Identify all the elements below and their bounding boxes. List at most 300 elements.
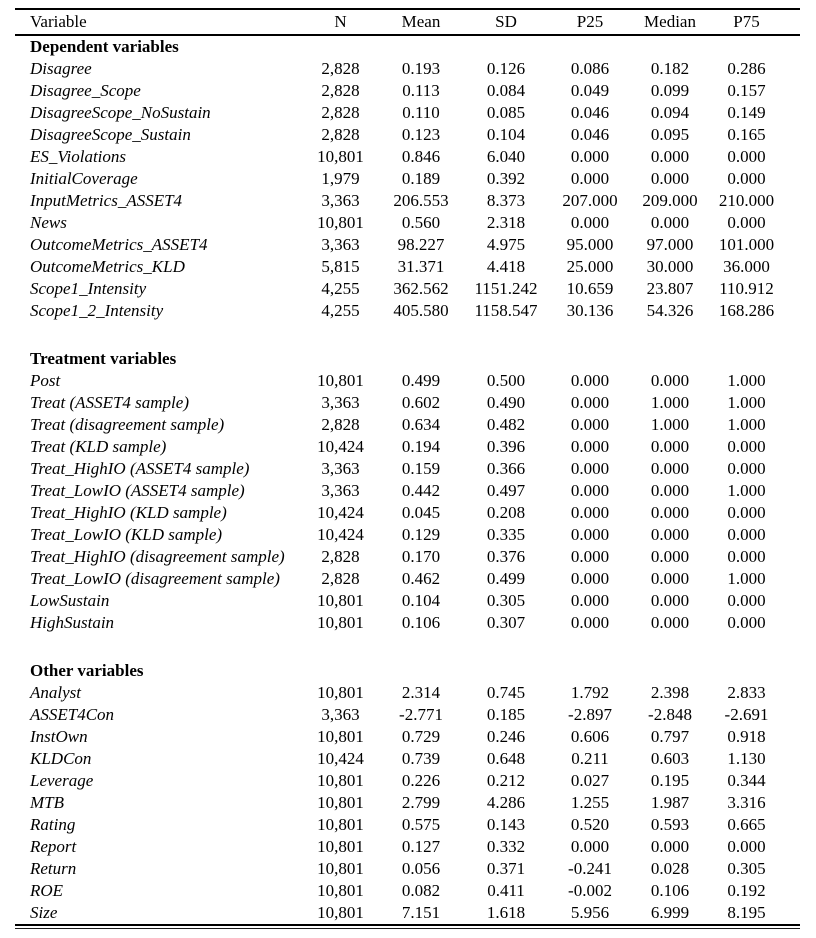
table-row (15, 524, 800, 546)
cell-median: 0.000 (650, 459, 690, 478)
section-title: Dependent variables (30, 37, 179, 56)
cell-mean: 31.371 (397, 257, 445, 276)
cell-p75: 0.149 (727, 103, 766, 122)
cell-median: 1.000 (650, 393, 690, 412)
cell-n: 10,424 (317, 437, 364, 456)
cell-p75: 101.000 (718, 235, 775, 254)
cell-median: 0.099 (650, 81, 690, 100)
cell-mean: 0.499 (401, 371, 441, 390)
cell-mean: 0.575 (401, 815, 441, 834)
table-row (15, 814, 800, 836)
table-row (15, 212, 800, 234)
cell-sd: 4.286 (486, 793, 526, 812)
cell-n: 10,424 (317, 749, 364, 768)
cell-p25: 0.027 (570, 771, 610, 790)
cell-mean: 0.442 (401, 481, 441, 500)
cell-sd: 2.318 (486, 213, 526, 232)
cell-sd: 0.126 (486, 59, 526, 78)
table-row (15, 146, 800, 168)
cell-sd: 0.246 (486, 727, 526, 746)
cell-p25: 0.520 (570, 815, 610, 834)
cell-p75: 8.195 (727, 903, 766, 922)
cell-median: 23.807 (646, 279, 694, 298)
table-row (15, 880, 800, 902)
cell-mean: 0.846 (401, 147, 441, 166)
cell-mean: 0.189 (401, 169, 441, 188)
cell-p25: 0.049 (570, 81, 610, 100)
variable-name: Treat_HighIO (ASSET4 sample) (30, 459, 250, 478)
cell-median: 0.000 (650, 213, 690, 232)
table-row (15, 392, 800, 414)
cell-n: 2,828 (321, 125, 360, 144)
table-row (15, 682, 800, 704)
cell-p75: 36.000 (723, 257, 770, 276)
cell-sd: 0.371 (486, 859, 526, 878)
cell-median: 0.000 (650, 837, 690, 856)
cell-p25: 0.086 (570, 59, 610, 78)
column-header-median: Median (644, 12, 696, 31)
cell-p25: 30.136 (566, 301, 614, 320)
cell-median: 0.000 (650, 481, 690, 500)
cell-n: 10,801 (317, 881, 364, 900)
cell-n: 1,979 (321, 169, 360, 188)
variable-name: Treat_LowIO (disagreement sample) (30, 569, 280, 588)
table-row (15, 278, 800, 300)
column-header-p25: P25 (576, 12, 604, 31)
cell-p25: 0.000 (570, 525, 610, 544)
cell-median: -2.848 (648, 705, 692, 724)
cell-sd: 4.975 (486, 235, 526, 254)
variable-name: Size (30, 903, 58, 922)
variable-name: Treat_LowIO (ASSET4 sample) (30, 481, 245, 500)
cell-p75: 0.000 (727, 147, 766, 166)
cell-p25: 1.255 (570, 793, 610, 812)
table-row (15, 58, 800, 80)
cell-median: 97.000 (646, 235, 694, 254)
cell-p25: 0.000 (570, 415, 610, 434)
cell-sd: 0.396 (486, 437, 526, 456)
cell-n: 5,815 (321, 257, 360, 276)
table-row (15, 502, 800, 524)
cell-median: 0.797 (650, 727, 690, 746)
cell-mean: 0.110 (402, 103, 440, 122)
table-row (15, 458, 800, 480)
cell-p75: 0.000 (727, 213, 766, 232)
cell-mean: 0.739 (401, 749, 441, 768)
table-row (15, 836, 800, 858)
variable-name: DisagreeScope_Sustain (30, 125, 191, 144)
variable-name: OutcomeMetrics_KLD (30, 257, 185, 276)
cell-median: 0.000 (650, 503, 690, 522)
cell-p75: 0.286 (727, 59, 766, 78)
table-row (15, 124, 800, 146)
table-body (15, 35, 800, 925)
variable-name: Treat_HighIO (KLD sample) (30, 503, 227, 522)
cell-p25: 0.000 (570, 371, 610, 390)
cell-n: 10,801 (317, 815, 364, 834)
cell-mean: 0.106 (401, 613, 441, 632)
table-row (15, 436, 800, 458)
cell-p75: 0.165 (727, 125, 766, 144)
table-row (15, 902, 800, 925)
cell-p75: 0.000 (727, 437, 766, 456)
cell-mean: 2.314 (401, 683, 441, 702)
table-row (15, 480, 800, 502)
cell-p25: 10.659 (566, 279, 614, 298)
cell-n: 3,363 (321, 393, 360, 412)
cell-p75: 0.305 (727, 859, 766, 878)
cell-mean: 0.560 (401, 213, 441, 232)
cell-p75: 1.000 (727, 415, 766, 434)
cell-mean: 362.562 (393, 279, 449, 298)
cell-p25: -0.002 (568, 881, 612, 900)
table-row (15, 590, 800, 612)
section-header-row-treatment-variables (15, 348, 800, 370)
cell-p75: 110.912 (719, 279, 774, 298)
cell-median: 54.326 (646, 301, 694, 320)
cell-n: 3,363 (321, 481, 360, 500)
table-row (15, 300, 800, 322)
table-row (15, 256, 800, 278)
variable-name: Return (30, 859, 77, 878)
cell-p75: 0.000 (727, 547, 766, 566)
cell-sd: 0.366 (486, 459, 526, 478)
cell-p75: 0.000 (727, 837, 766, 856)
table-row (15, 612, 800, 634)
cell-sd: 0.084 (486, 81, 526, 100)
cell-p75: 1.000 (727, 569, 766, 588)
cell-sd: 0.143 (486, 815, 526, 834)
cell-median: 0.000 (650, 547, 690, 566)
cell-n: 2,828 (321, 81, 360, 100)
table-row (15, 546, 800, 568)
cell-median: 0.000 (650, 525, 690, 544)
cell-mean: 2.799 (401, 793, 441, 812)
variable-name: ES_Violations (30, 147, 127, 166)
cell-p75: 0.665 (727, 815, 766, 834)
cell-p75: 0.000 (727, 525, 766, 544)
cell-p25: 0.000 (570, 613, 610, 632)
variable-name: Treat (ASSET4 sample) (30, 393, 189, 412)
cell-median: 1.987 (650, 793, 690, 812)
variable-name: Disagree (30, 59, 92, 78)
section-title: Treatment variables (30, 349, 177, 368)
variable-name: Analyst (30, 683, 81, 702)
variable-name: InstOwn (30, 727, 88, 746)
cell-sd: 0.411 (487, 881, 525, 900)
column-header-p75: P75 (733, 12, 760, 31)
table-row (15, 770, 800, 792)
table-row (15, 190, 800, 212)
cell-median: 0.095 (650, 125, 690, 144)
cell-median: 0.000 (650, 169, 690, 188)
cell-p25: -0.241 (568, 859, 612, 878)
column-header-sd: SD (495, 12, 517, 31)
cell-sd: 0.085 (486, 103, 526, 122)
cell-p75: 0.918 (727, 727, 766, 746)
cell-median: 0.000 (650, 569, 690, 588)
variable-name: LowSustain (30, 591, 110, 610)
cell-p75: 0.000 (727, 591, 766, 610)
variable-name: Post (30, 371, 61, 390)
variable-name: Leverage (30, 771, 94, 790)
variable-name: Treat (KLD sample) (30, 437, 167, 456)
cell-p25: 0.000 (570, 213, 610, 232)
cell-mean: 0.123 (401, 125, 441, 144)
cell-p75: 0.192 (727, 881, 766, 900)
cell-mean: 0.045 (401, 503, 441, 522)
spacer-cell (15, 322, 800, 348)
cell-n: 10,801 (317, 213, 364, 232)
cell-median: 0.195 (650, 771, 690, 790)
table-row (15, 748, 800, 770)
cell-mean: 7.151 (401, 903, 441, 922)
cell-p25: 0.000 (570, 569, 610, 588)
cell-n: 4,255 (321, 279, 360, 298)
cell-median: 0.000 (650, 437, 690, 456)
cell-p75: -2.691 (724, 705, 769, 724)
cell-n: 10,424 (317, 503, 364, 522)
summary-statistics-table (15, 8, 800, 926)
cell-p75: 1.000 (727, 393, 766, 412)
cell-p25: 0.000 (570, 393, 610, 412)
cell-p75: 0.000 (727, 459, 766, 478)
cell-n: 10,801 (317, 859, 364, 878)
cell-n: 2,828 (321, 103, 360, 122)
cell-sd: 0.648 (486, 749, 526, 768)
table-row (15, 726, 800, 748)
cell-median: 30.000 (646, 257, 694, 276)
cell-mean: 206.553 (393, 191, 449, 210)
bottom-rule (15, 928, 800, 929)
cell-sd: 1151.242 (474, 279, 538, 298)
table-row (15, 234, 800, 256)
cell-mean: 0.634 (401, 415, 441, 434)
cell-n: 10,424 (317, 525, 364, 544)
cell-mean: 0.170 (401, 547, 441, 566)
cell-median: 0.106 (650, 881, 690, 900)
cell-p75: 2.833 (727, 683, 766, 702)
cell-mean: 0.462 (401, 569, 441, 588)
cell-n: 2,828 (321, 569, 360, 588)
cell-p75: 1.000 (727, 371, 766, 390)
cell-median: 0.094 (650, 103, 690, 122)
cell-mean: -2.771 (399, 705, 443, 724)
summary-statistics-section (15, 8, 800, 929)
cell-mean: 98.227 (397, 235, 445, 254)
cell-median: 0.603 (650, 749, 690, 768)
cell-p75: 0.157 (727, 81, 766, 100)
cell-median: 0.000 (650, 371, 690, 390)
cell-sd: 0.307 (486, 613, 526, 632)
cell-sd: 0.745 (486, 683, 526, 702)
cell-mean: 0.113 (402, 81, 440, 100)
cell-p25: 0.606 (570, 727, 610, 746)
cell-p75: 0.000 (727, 169, 766, 188)
cell-n: 3,363 (321, 191, 360, 210)
table-row (15, 704, 800, 726)
table-row (15, 370, 800, 392)
cell-n: 2,828 (321, 415, 360, 434)
column-header-n: N (334, 12, 347, 31)
variable-name: ROE (30, 881, 64, 900)
cell-median: 2.398 (650, 683, 690, 702)
cell-median: 0.000 (650, 591, 690, 610)
variable-name: Disagree_Scope (30, 81, 141, 100)
cell-p25: -2.897 (568, 705, 612, 724)
cell-sd: 0.212 (486, 771, 526, 790)
cell-n: 10,801 (317, 837, 364, 856)
cell-n: 10,801 (317, 903, 364, 922)
section-spacer (15, 322, 800, 348)
cell-mean: 0.056 (401, 859, 441, 878)
variable-name: Treat (disagreement sample) (30, 415, 225, 434)
cell-mean: 405.580 (393, 301, 449, 320)
cell-p25: 207.000 (562, 191, 618, 210)
cell-sd: 0.185 (486, 705, 526, 724)
cell-sd: 0.104 (486, 125, 526, 144)
variable-name: DisagreeScope_NoSustain (30, 103, 211, 122)
table-row (15, 80, 800, 102)
cell-sd: 6.040 (486, 147, 526, 166)
cell-sd: 1158.547 (474, 301, 538, 320)
cell-p25: 25.000 (566, 257, 614, 276)
spacer-cell (15, 634, 800, 660)
cell-sd: 0.497 (486, 481, 526, 500)
cell-median: 0.000 (650, 147, 690, 166)
table-header-row (15, 9, 800, 35)
cell-p25: 0.000 (570, 459, 610, 478)
cell-mean: 0.729 (401, 727, 441, 746)
table-row (15, 414, 800, 436)
cell-sd: 0.305 (486, 591, 526, 610)
cell-median: 0.593 (650, 815, 690, 834)
cell-n: 10,801 (317, 371, 364, 390)
cell-p25: 0.000 (570, 437, 610, 456)
cell-mean: 0.193 (401, 59, 441, 78)
cell-sd: 0.500 (486, 371, 526, 390)
cell-median: 1.000 (650, 415, 690, 434)
cell-sd: 0.332 (486, 837, 526, 856)
cell-p75: 0.000 (727, 503, 766, 522)
cell-sd: 0.392 (486, 169, 526, 188)
cell-n: 10,801 (317, 727, 364, 746)
cell-p25: 0.046 (570, 103, 610, 122)
variable-name: News (30, 213, 67, 232)
cell-median: 0.000 (650, 613, 690, 632)
variable-name: ASSET4Con (30, 705, 115, 724)
cell-p75: 0.344 (727, 771, 766, 790)
cell-p75: 210.000 (718, 191, 775, 210)
cell-sd: 1.618 (486, 903, 526, 922)
section-header-row-other-variables (15, 660, 800, 682)
cell-mean: 0.194 (401, 437, 441, 456)
cell-p25: 0.211 (571, 749, 609, 768)
cell-sd: 0.335 (486, 525, 526, 544)
variable-name: Scope1_2_Intensity (30, 301, 164, 320)
cell-sd: 0.376 (486, 547, 526, 566)
cell-sd: 0.490 (486, 393, 526, 412)
variable-name: KLDCon (30, 749, 92, 768)
cell-median: 209.000 (642, 191, 698, 210)
column-header-mean: Mean (401, 12, 441, 31)
cell-n: 10,801 (317, 683, 364, 702)
variable-name: Treat_LowIO (KLD sample) (30, 525, 223, 544)
cell-n: 3,363 (321, 705, 360, 724)
cell-mean: 0.159 (401, 459, 441, 478)
cell-p25: 1.792 (570, 683, 610, 702)
cell-p25: 0.000 (570, 147, 610, 166)
cell-p25: 0.000 (570, 547, 610, 566)
cell-p75: 1.000 (727, 481, 766, 500)
cell-p75: 3.316 (727, 793, 766, 812)
cell-p25: 0.000 (570, 481, 610, 500)
variable-name: Report (30, 837, 77, 856)
cell-mean: 0.082 (401, 881, 441, 900)
cell-p25: 0.046 (570, 125, 610, 144)
column-header-variable: Variable (30, 12, 87, 31)
table-row (15, 168, 800, 190)
section-title: Other variables (30, 661, 144, 680)
table-row (15, 102, 800, 124)
cell-sd: 4.418 (486, 257, 526, 276)
cell-n: 2,828 (321, 547, 360, 566)
cell-mean: 0.129 (401, 525, 441, 544)
cell-mean: 0.602 (401, 393, 441, 412)
cell-n: 4,255 (321, 301, 360, 320)
variable-name: HighSustain (30, 613, 115, 632)
cell-n: 10,801 (317, 613, 364, 632)
variable-name: OutcomeMetrics_ASSET4 (30, 235, 208, 254)
variable-name: InitialCoverage (30, 169, 138, 188)
cell-n: 2,828 (321, 59, 360, 78)
cell-n: 3,363 (321, 235, 360, 254)
cell-p75: 0.000 (727, 613, 766, 632)
cell-n: 10,801 (317, 591, 364, 610)
cell-sd: 8.373 (486, 191, 526, 210)
variable-name: Scope1_Intensity (30, 279, 147, 298)
cell-mean: 0.104 (401, 591, 441, 610)
variable-name: Treat_HighIO (disagreement sample) (30, 547, 285, 566)
cell-n: 10,801 (317, 147, 364, 166)
section-spacer (15, 634, 800, 660)
table-row (15, 858, 800, 880)
cell-n: 10,801 (317, 771, 364, 790)
variable-name: InputMetrics_ASSET4 (30, 191, 183, 210)
table-row (15, 568, 800, 590)
cell-p25: 5.956 (570, 903, 610, 922)
table-row (15, 792, 800, 814)
variable-name: MTB (30, 793, 64, 812)
cell-mean: 0.226 (401, 771, 441, 790)
cell-p75: 168.286 (718, 301, 775, 320)
cell-sd: 0.499 (486, 569, 526, 588)
cell-p25: 0.000 (570, 591, 610, 610)
cell-sd: 0.482 (486, 415, 526, 434)
cell-p25: 0.000 (570, 503, 610, 522)
variable-name: Rating (30, 815, 76, 834)
cell-p25: 95.000 (566, 235, 614, 254)
cell-median: 0.182 (650, 59, 690, 78)
cell-mean: 0.127 (401, 837, 441, 856)
cell-p25: 0.000 (570, 169, 610, 188)
cell-sd: 0.208 (486, 503, 526, 522)
section-header-row-dependent-variables (15, 35, 800, 58)
cell-median: 0.028 (650, 859, 690, 878)
cell-p25: 0.000 (570, 837, 610, 856)
cell-p75: 1.130 (727, 749, 766, 768)
cell-n: 10,801 (317, 793, 364, 812)
